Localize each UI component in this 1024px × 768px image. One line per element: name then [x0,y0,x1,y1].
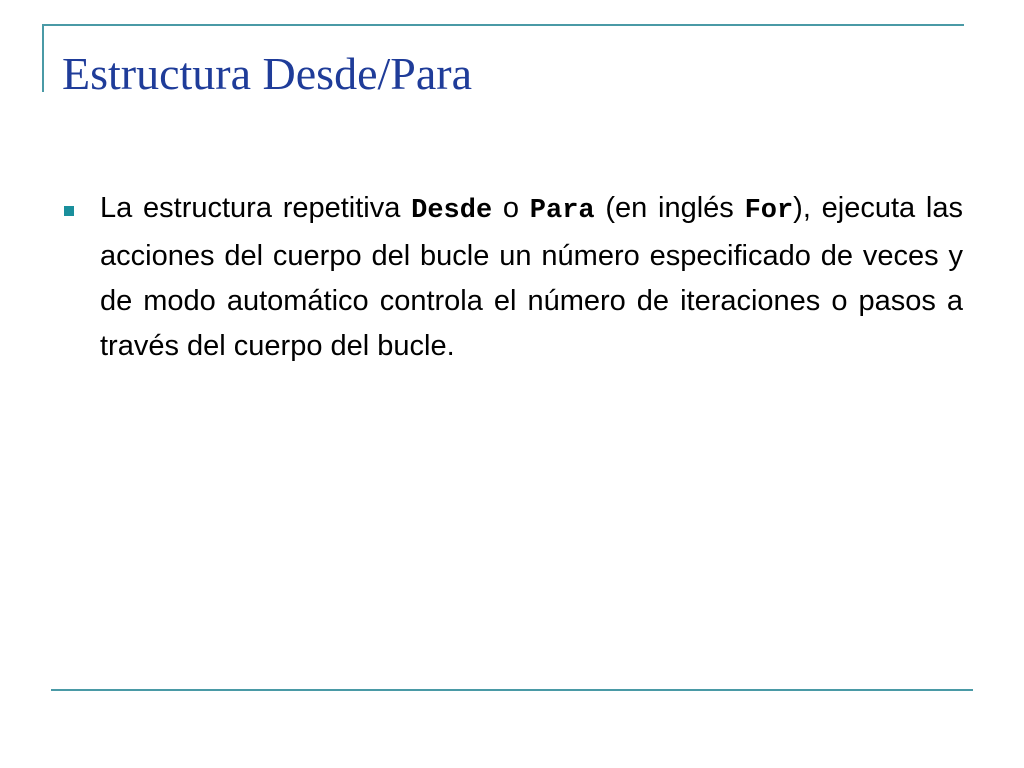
slide-title: Estructura Desde/Para [62,48,473,99]
left-accent-line [42,24,44,92]
bullet-text [100,186,963,369]
keyword-para: Para [529,196,595,226]
bottom-accent-line [51,689,973,691]
slide-content [64,186,964,369]
keyword-for: For [744,196,794,226]
text-segment: o [492,192,530,224]
text-segment: (en inglés [594,192,745,224]
square-bullet-icon [64,206,74,216]
text-segment: La estructura repetitiva [100,192,412,224]
top-accent-line [42,24,964,26]
text-segment: ), ejecuta las acciones del cuerpo del bucle un número especificado de veces y de modo automático controla el número de iteraciones o pasos a través del cuerpo del bucle. [100,192,963,362]
bullet-item [64,186,964,369]
keyword-desde: Desde [411,196,493,226]
